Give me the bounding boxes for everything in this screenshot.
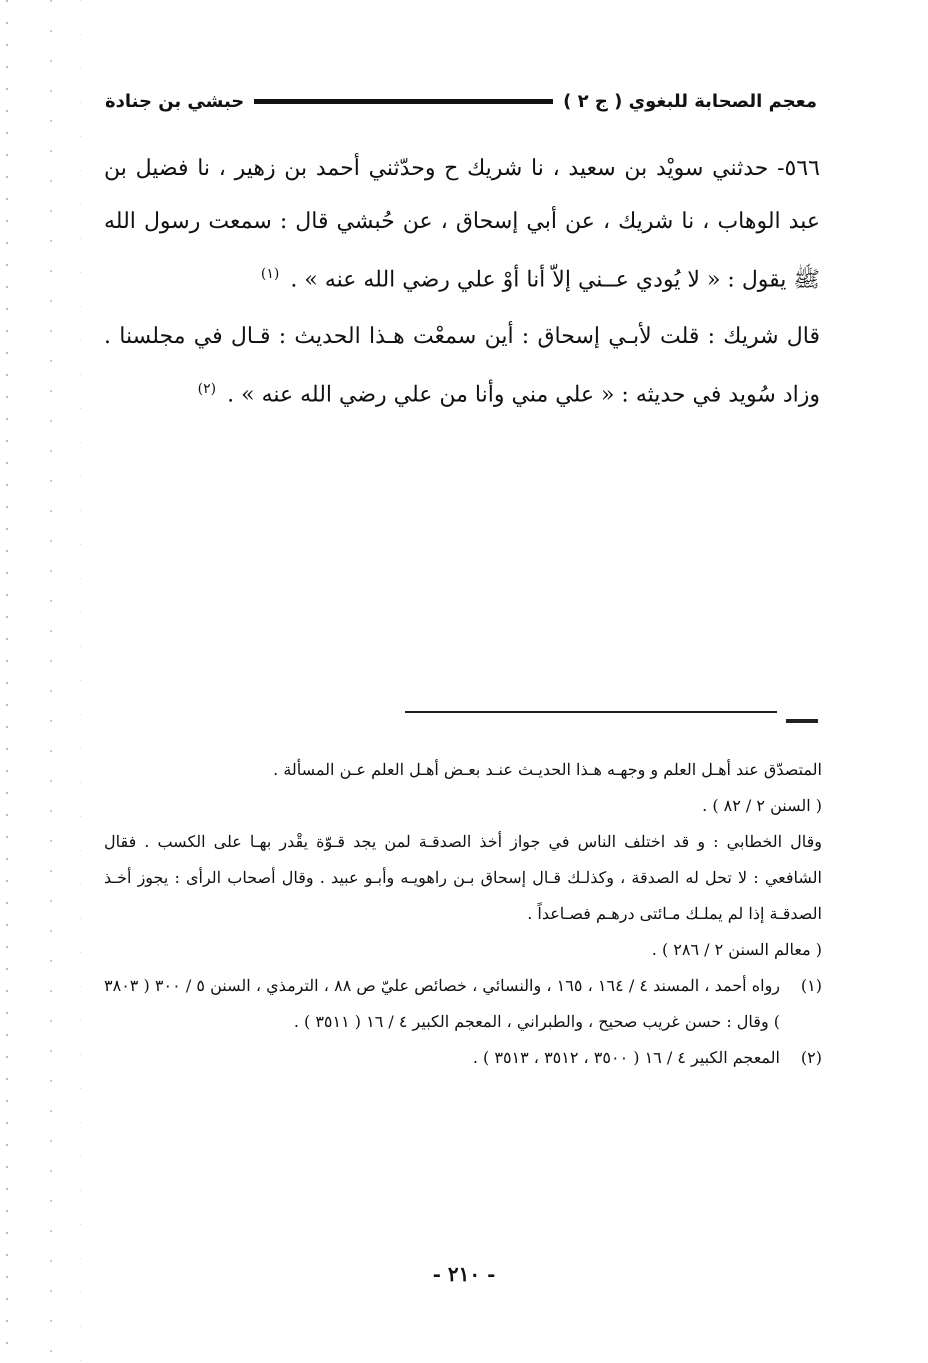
entry-title: حبشي بن جنادة [105, 90, 245, 112]
paragraph-text: قال شريك : قلت لأبـي إسحاق : أين سمعْت هـذا الحديث : قـال في مجلسنا . وزاد سُويد في حديثه : « علي مني وأنا من علي رضي الله عنه » . [104, 324, 820, 408]
footnote-number: (١) [800, 976, 822, 995]
footnote-2 [104, 1040, 822, 1076]
footnote-text: وقال الخطابي : و قد اختلف الناس في جواز أخذ الصدقـة لمن يجد قـوّة يقْدر بهـا على الكسب . فقال الشافعي : لا تحل له الصدقة ، وكذلـك قـال إسحاق بـن راهويـه وأبـو عبيد . وقال أصحاب الرأى : يجوز أخـذ الصدقـة إذا لم يملـك مـائتى درهـم فصـاعداً . [104, 832, 823, 923]
header-rule [254, 99, 553, 104]
footnote-source: ( معالم السنن ٢ / ٢٨٦ ) . [651, 940, 822, 959]
scan-margin-dots [80, 0, 81, 1363]
footnote-text: المعجم الكبير ٤ / ١٦ ( ٣٥٠٠ ، ٣٥١٢ ، ٣٥١٣ ) . [472, 1048, 780, 1067]
scan-margin-dots [50, 0, 52, 1363]
paragraph [104, 142, 820, 306]
scan-margin-dots [6, 0, 8, 1363]
footnotes [104, 752, 822, 1076]
footnote-source: ( السنن ٢ / ٨٢ ) . [702, 796, 822, 815]
footnote-continuation [104, 824, 822, 968]
footnote-continuation [104, 752, 822, 824]
page-number: - ٢١٠ - [432, 1262, 496, 1286]
footnote-ref: (١) [260, 266, 280, 282]
footnote-number: (٢) [800, 1048, 822, 1067]
running-header [105, 86, 817, 116]
paragraph [104, 310, 820, 421]
footnote-separator [405, 711, 777, 713]
paragraph-text: ٥٦٦- حدثني سويْد بن سعيد ، نا شريك ح وحدّثني أحمد بن زهير ، نا فضيل بن عبد الوهاب ، نا شريك ، عن أبي إسحاق ، عن حُبشي قال : سمعت رسول الله ﷺ يقول : « لا يُودي عــني إلاّ أنا أوْ علي رضي الله عنه » . [104, 156, 820, 293]
main-text [104, 142, 820, 422]
footnote-dash [786, 719, 818, 723]
footnote-1 [104, 968, 822, 1040]
footnote-text: رواه أحمد ، المسند ٤ / ١٦٤ ، ١٦٥ ، والنسائي ، خصائص عليّ ص ٨٨ ، الترمذي ، السنن ٥ / ٣٠٠ ( ٣٨٠٣ ) وقال : حسن غريب صحيح ، والطبراني ، المعجم الكبير ٤ / ١٦ ( ٣٥١١ ) . [104, 976, 781, 1031]
footnote-ref: (٢) [197, 381, 217, 398]
footnote-text: المتصدّق عند أهـل العلم و وجهـه هـذا الحديـث عنـد بعـض أهـل العلم عـن المسألة . [273, 760, 822, 779]
book-title: معجم الصحابة للبغوي ( ج ٢ ) [563, 90, 817, 112]
